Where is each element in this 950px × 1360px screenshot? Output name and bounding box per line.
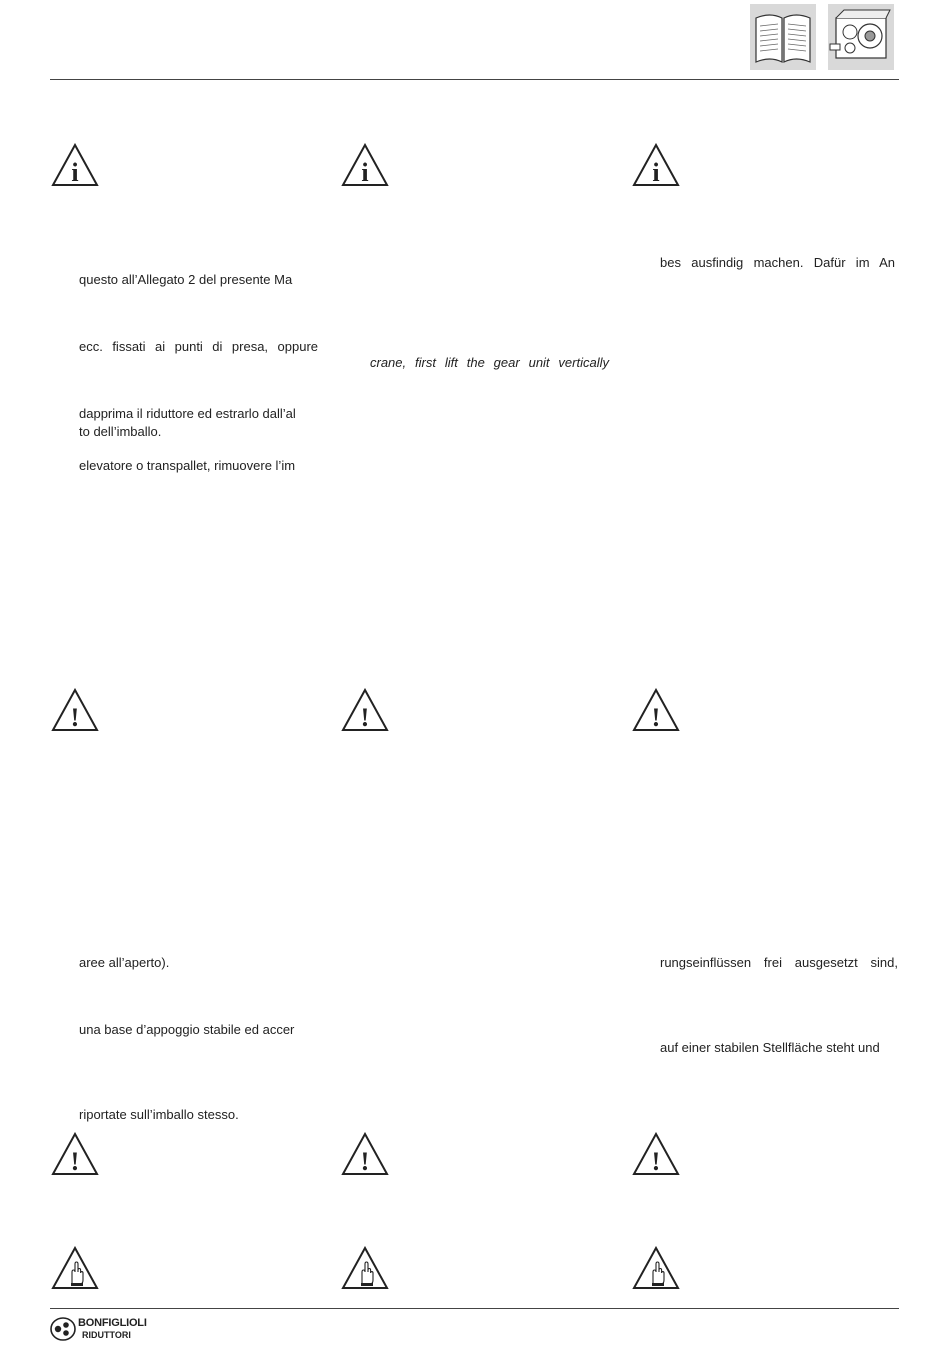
gear-unit-icon bbox=[828, 4, 894, 70]
info-triangle-icon bbox=[51, 143, 99, 187]
german-line-2: rungseinflüssen frei ausgesetzt sind, bbox=[660, 955, 898, 970]
italian-line-5: elevatore o transpallet, rimuovere l’im bbox=[79, 458, 296, 473]
warning-triangle-icon bbox=[632, 688, 680, 732]
svg-text:!: ! bbox=[651, 1147, 661, 1176]
italian-line-2: ecc. fissati ai punti di presa, oppure bbox=[79, 339, 318, 354]
manual-book-icon bbox=[750, 4, 816, 70]
italian-line-8: riportate sull’imballo stesso. bbox=[79, 1107, 239, 1122]
svg-text:!: ! bbox=[70, 1147, 80, 1176]
brand-subtitle: RIDUTTORI bbox=[82, 1330, 131, 1340]
svg-text:i: i bbox=[361, 158, 369, 187]
italian-line-1: questo all’Allegato 2 del presente Ma bbox=[79, 272, 293, 287]
italian-line-6: aree all’aperto). bbox=[79, 955, 170, 970]
warning-triangle-icon bbox=[51, 1132, 99, 1176]
warning-triangle-icon bbox=[632, 1132, 680, 1176]
hand-caution-triangle-icon bbox=[51, 1246, 99, 1290]
hand-caution-triangle-icon bbox=[632, 1246, 680, 1290]
italian-line-4: to dell’imballo. bbox=[79, 424, 162, 439]
german-line-1: bes ausfindig machen. Dafür im An bbox=[660, 255, 895, 270]
svg-text:!: ! bbox=[70, 703, 80, 732]
info-triangle-icon bbox=[341, 143, 389, 187]
german-line-3: auf einer stabilen Stellfläche steht und bbox=[660, 1040, 880, 1055]
warning-triangle-icon bbox=[51, 688, 99, 732]
brand-name: BONFIGLIOLI bbox=[78, 1317, 147, 1329]
warning-triangle-icon bbox=[341, 1132, 389, 1176]
svg-text:i: i bbox=[71, 158, 79, 187]
header-rule bbox=[50, 79, 899, 80]
italian-line-7: una base d’appoggio stabile ed accer bbox=[79, 1022, 295, 1037]
svg-text:!: ! bbox=[651, 703, 661, 732]
hand-caution-triangle-icon bbox=[341, 1246, 389, 1290]
header-illustrations bbox=[750, 4, 894, 70]
brand-logo-icon bbox=[50, 1317, 76, 1346]
info-triangle-icon bbox=[632, 143, 680, 187]
english-line-1: crane, first lift the gear unit vertically bbox=[370, 355, 609, 370]
warning-triangle-icon bbox=[341, 688, 389, 732]
svg-text:i: i bbox=[652, 158, 660, 187]
svg-text:!: ! bbox=[360, 1147, 370, 1176]
italian-line-3: dapprima il riduttore ed estrarlo dall’al bbox=[79, 406, 296, 421]
footer-rule bbox=[50, 1308, 899, 1309]
svg-text:!: ! bbox=[360, 703, 370, 732]
